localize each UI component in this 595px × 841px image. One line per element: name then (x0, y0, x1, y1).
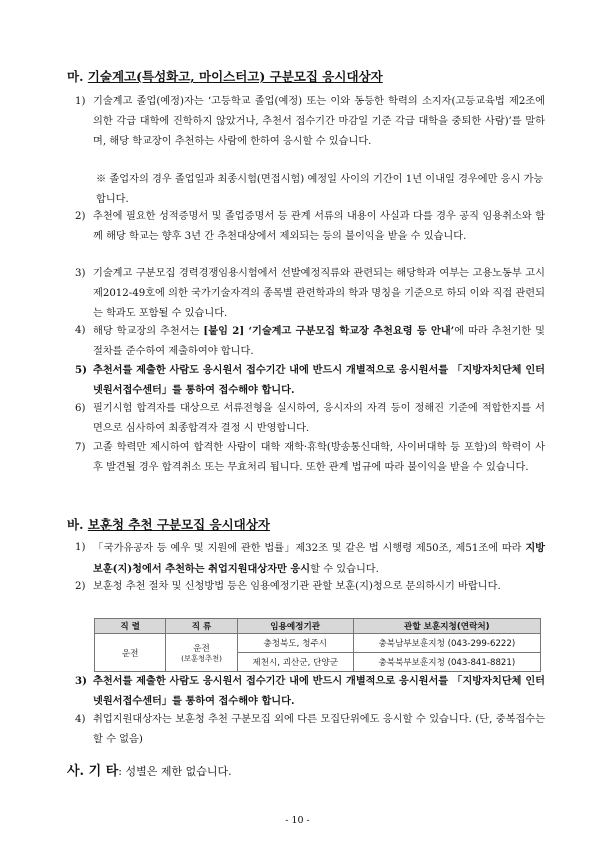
item-text: 기술계고 구분모집 경력경쟁임용시험에서 선발예정직류와 관련되는 해당학과 여부는 고용노동부 고시 제2012-49호에 의한 국가기술자격의 종목별 관련학과의 학과 명칭을 기준으로 하되 이와 직접 관련되는 학과도 포함될 수 있습니다. (93, 268, 545, 319)
header-office: 관할 보훈지청(연락처) (353, 619, 540, 634)
item-text: 추천에 필요한 성적증명서 및 졸업증명서 등 관계 서류의 내용이 사실과 다를 경우 공직 임용취소와 함께 해당 학교는 향후 3년 간 추천대상에서 제외되는 등의 불이익을 받을 수 있습니다. (93, 211, 545, 242)
section-ma-item-7 (75, 438, 545, 478)
cell-office: 충북북부보훈지청 (043-841-8821) (353, 653, 540, 672)
item-number: 4) (75, 325, 86, 336)
section-ba-heading (67, 515, 270, 533)
table-row (95, 634, 541, 653)
page-number: - 10 - (285, 815, 310, 826)
item-text-b: 에 따라 추천기한 및 절차를 준수하여 제출하여야 합니다. (93, 326, 545, 357)
section-ba-item-1 (75, 538, 545, 580)
section-ma-item-3 (75, 264, 545, 324)
section-ma-title: 기술계고(특성화고, 마이스터고) 구분모집 응시대상자 (87, 69, 383, 84)
item-number: 4) (75, 714, 86, 725)
item-text: 기술계고 졸업(예정)자는 ‘고등학교 졸업(예정) 또는 이와 동등한 학력의 소지자(고등교육법 제2조에 의한 각급 대학에 진학하지 않았거나, 추천서 접수기간 마감일 기준 각급 대학을 중퇴한 사람)’를 말하며, 해당 학교장이 추천하는 사람에 한하여 응시할 수 있습니다. (93, 96, 545, 147)
cell-job-sub: (보훈청추천) (181, 653, 222, 663)
item-text: 보훈청 추천 절차 및 신청방법 등은 임용예정기관 관할 보훈(지)청으로 문의하시기 바랍니다. (93, 581, 501, 592)
section-ma-item-2 (75, 207, 545, 247)
section-ba-item-3 (75, 671, 545, 711)
item-number: 1) (75, 542, 86, 553)
item-text: 필기시험 합격자를 대상으로 서류전형을 실시하여, 응시자의 자격 등이 정해진 기준에 적합한지를 서면으로 심사하여 최종합격자 결정 시 반영합니다. (93, 403, 545, 434)
cell-job-main: 운전 (193, 643, 210, 654)
header-series: 직 렬 (95, 619, 166, 634)
item-number: 3) (75, 675, 87, 687)
section-sa-label: 사. 기 타 (67, 764, 119, 779)
cell-office: 충북남부보훈지청 (043-299-6222) (353, 634, 540, 653)
item-text: 고졸 학력만 제시하여 합격한 사람이 대학 재학·휴학(방송통신대학, 사이버대학 등 포함)의 학력이 사후 발견될 경우 합격취소 또는 무효처리 됩니다. 또한 관계 법규에 따라 불이익을 받을 수 있습니다. (93, 442, 545, 473)
item-number: 7) (75, 442, 86, 453)
section-ma-item-5 (75, 360, 545, 400)
header-agency: 임용예정기관 (237, 619, 353, 634)
item-number: 3) (75, 268, 86, 279)
header-job: 직 류 (166, 619, 237, 634)
table-header-row (95, 619, 541, 634)
section-ma-prefix: 마. (67, 69, 84, 84)
section-sa-text: : 성별은 제한 없습니다. (118, 765, 232, 778)
item-text (93, 321, 545, 362)
item-text-a: 해당 학교장의 추천서는 (93, 326, 204, 337)
item-number: 2) (75, 581, 86, 592)
item-text-b: 할 수 있습니다. (310, 564, 379, 575)
section-ba-item-4 (75, 710, 545, 750)
section-sa (67, 760, 232, 779)
section-ma-item-4 (75, 321, 545, 362)
cell-agency: 충청북도, 청주시 (237, 634, 353, 653)
item-number: 6) (75, 403, 86, 414)
section-ba-title: 보훈청 추천 구분모집 응시대상자 (87, 517, 270, 532)
item-text (93, 538, 545, 580)
section-ma-note: ※ 졸업자의 경우 졸업일과 최종시험(면접시험) 예정일 사이의 기간이 1년 이내일 경우에만 응시 가능합니다. (96, 174, 544, 205)
cell-job (166, 634, 237, 672)
section-ma-heading (67, 67, 383, 85)
section-ma-item-1 (75, 92, 545, 152)
item-number: 2) (75, 211, 86, 222)
recommendation-table (94, 618, 541, 672)
item-number: 5) (75, 364, 87, 376)
section-ba-item-2 (75, 577, 545, 597)
item-text-a: 「국가유공자 등 예우 및 지원에 관한 법률」제32조 및 같은 법 시행령 제50조, 제51조에 따라 (93, 543, 526, 554)
cell-agency: 제천시, 괴산군, 단양군 (237, 653, 353, 672)
item-number: 1) (75, 96, 86, 107)
item-text-bold: [붙임 2] ‘기술계고 구분모집 학교장 추천요령 등 안내’ (203, 325, 455, 337)
item-text: 추천서를 제출한 사람도 응시원서 접수기간 내에 반드시 개별적으로 응시원서를 「지방자치단체 인터넷원서접수센터」를 통하여 접수해야 합니다. (93, 675, 545, 707)
section-ma-item-6 (75, 399, 545, 439)
item-text: 추천서를 제출한 사람도 응시원서 접수기간 내에 반드시 개별적으로 응시원서를 「지방자치단체 인터넷원서접수센터」를 통하여 접수해야 합니다. (93, 364, 545, 396)
section-ba-prefix: 바. (67, 517, 84, 532)
item-text-bold: 지방보훈(지)청에서 추천하는 취업지원대상자만 응시 (93, 542, 545, 575)
cell-series: 운전 (95, 634, 166, 672)
item-text: 취업지원대상자는 보훈청 추천 구분모집 외에 다른 모집단위에도 응시할 수 있습니다. (단, 중복접수는 할 수 없음) (93, 714, 545, 745)
